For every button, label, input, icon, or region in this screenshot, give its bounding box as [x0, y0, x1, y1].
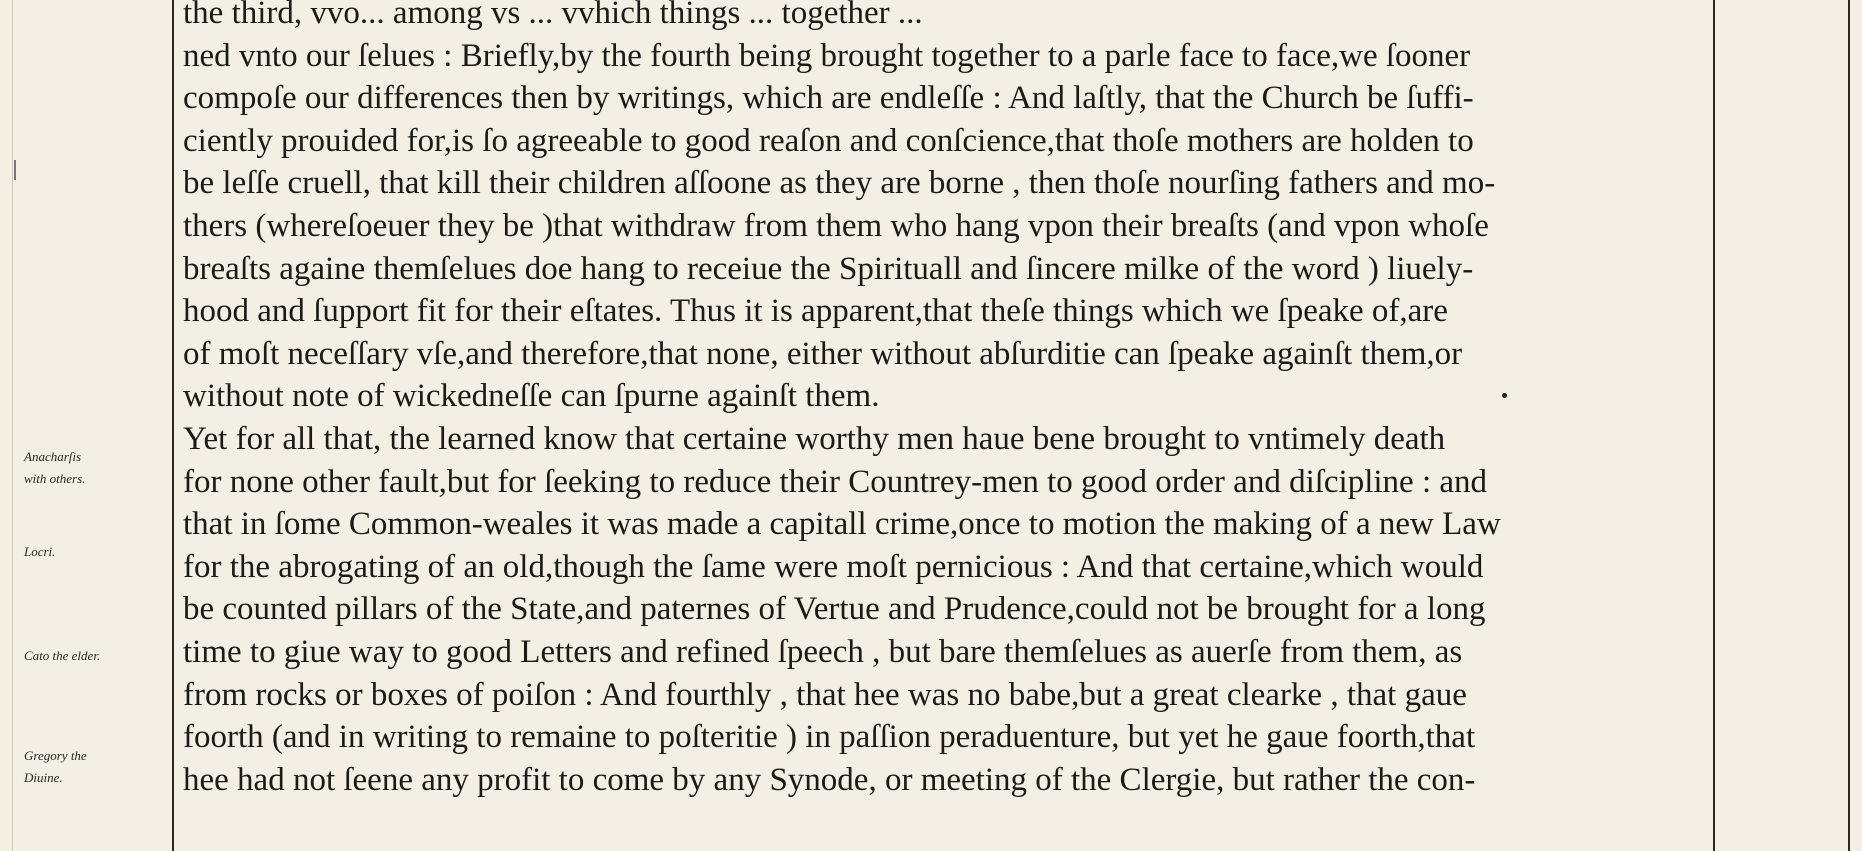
margin-note-cato	[24, 645, 100, 667]
ink-dot	[1502, 393, 1507, 398]
text-line: time to giue way to good Letters and refined ſpeech , but bare themſelues as auerſe from them, as	[183, 633, 1463, 670]
text-line: be counted pillars of the State,and paternes of Vertue and Prudence,could not be brought for a long	[183, 591, 1486, 628]
margin-note-text: Locri.	[24, 544, 56, 559]
margin-note-gregory	[24, 745, 87, 789]
text-line: foorth (and in writing to remaine to poſteritie ) in paſſion peraduenture, but yet he gaue foorth,that	[183, 719, 1476, 756]
margin-note-locri	[24, 541, 55, 563]
margin-note-text: Anacharſis	[24, 449, 82, 464]
text-line: Yet for all that, the learned know that certaine worthy men haue bene brought to vntimely death	[183, 420, 1446, 457]
page-edge-rule	[1848, 0, 1850, 851]
text-line: that in ſome Common-weales it was made a capitall crime,once to motion the making of a new Law	[183, 506, 1501, 543]
text-frame-left-rule	[172, 0, 174, 851]
left-margin-rule	[12, 0, 13, 851]
text-line: from rocks or boxes of poiſon : And fourthly , that hee was no babe,but a great clearke , that gaue	[183, 676, 1467, 713]
margin-note-text: Cato the elder.	[24, 648, 101, 663]
text-line: hee had not ſeene any profit to come by any Synode, or meeting of the Clergie, but rather the con-	[183, 761, 1476, 798]
text-line: breaſts againe themſelues doe hang to receiue the Spirituall and ſincere milke of the word ) liuely-	[183, 250, 1474, 287]
margin-note-text: Diuine.	[24, 770, 63, 785]
text-line: for the abrogating of an old,though the ſame were moſt pernicious : And that certaine,which would	[183, 548, 1484, 585]
text-frame-right-rule	[1713, 0, 1715, 851]
margin-note-text: Gregory the	[24, 748, 87, 763]
text-line: for none other fault,but for ſeeking to reduce their Countrey-men to good order and diſcipline : and	[183, 463, 1488, 500]
text-line: the third, vvo... among vs ... vvhich things ... together ...	[183, 0, 923, 31]
text-line: ned vnto our ſelues : Briefly,by the fourth being brought together to a parle face to face,we ſooner	[183, 37, 1471, 74]
margin-note-text: with others.	[24, 471, 86, 486]
text-line: hood and ſupport fit for their eſtates. Thus it is apparent,that theſe things which we ſpeake of,are	[183, 293, 1448, 330]
text-line: be leſſe cruell, that kill their children aſſoone as they are borne , then thoſe nourſing fathers and mo-	[183, 165, 1496, 202]
margin-mark	[14, 160, 22, 180]
text-line: compoſe our differences then by writings, which are endleſſe : And laſtly, that the Church be ſuffi-	[183, 80, 1474, 117]
margin-note-anacharsis	[24, 446, 85, 490]
text-line: ciently prouided for,is ſo agreeable to good reaſon and conſcience,that thoſe mothers are holden to	[183, 122, 1474, 159]
text-line: of moſt neceſſary vſe,and therefore,that none, either without abſurditie can ſpeake againſt them,or	[183, 335, 1463, 372]
text-line: thers (whereſoeuer they be )that withdraw from them who hang vpon their breaſts (and vpon whoſe	[183, 207, 1489, 244]
text-line: without note of wickedneſſe can ſpurne againſt them.	[183, 378, 880, 415]
body-text	[183, 0, 1703, 801]
